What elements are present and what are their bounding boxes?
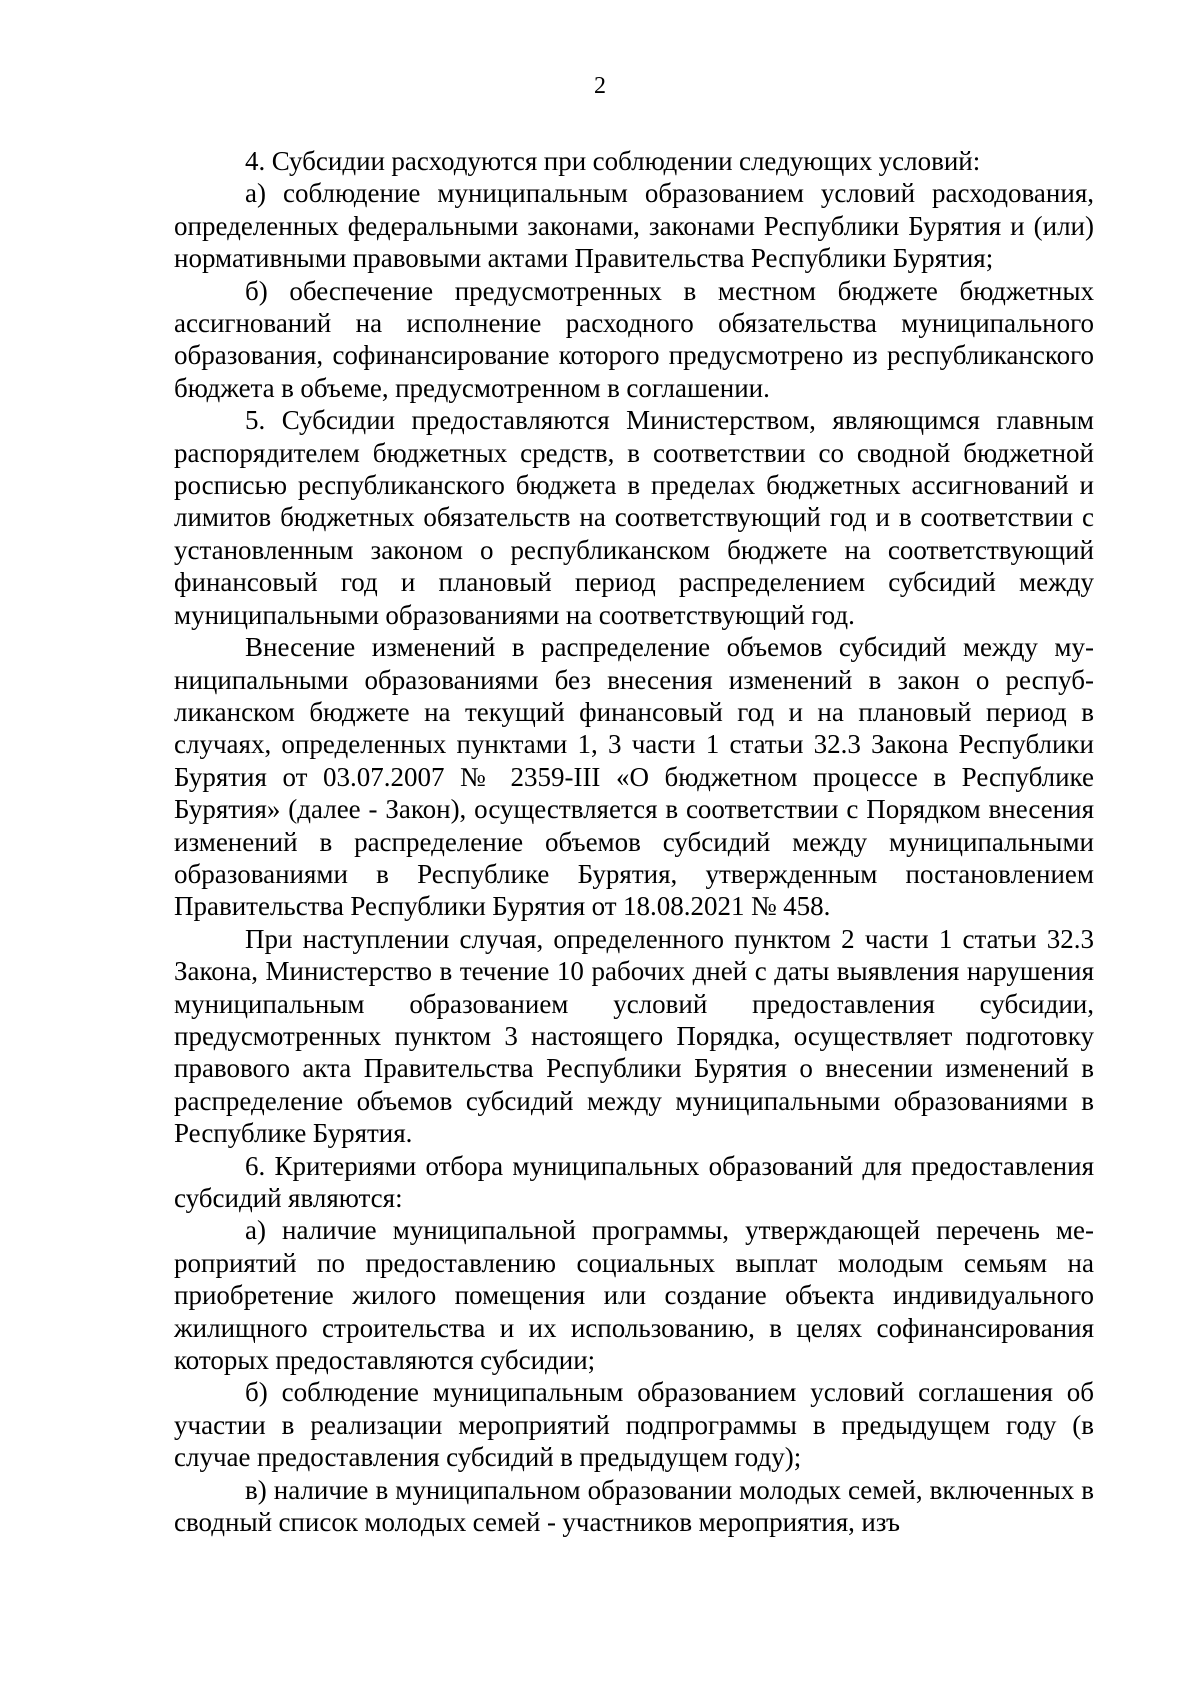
paragraph-6a: а) наличие муниципальной программы, утверждающей перечень мероприятий по предоставлению социальных выплат молодым семьям на приобретение жилого помещения или создание объекта индивидуального жилищного строительства и их использованию, в целях софинансирования которых предоставляются субсидии;	[174, 1215, 1094, 1376]
page-number: 2	[594, 73, 606, 99]
paragraph-6: 6. Критериями отбора муниципальных образований для предоставления субсидий являются:	[174, 1150, 1094, 1213]
paragraph-4: 4. Субсидии расходуются при соблюдении следующих условий:	[245, 146, 981, 176]
paragraph-5: 5. Субсидии предоставляются Министерством, являющимся главным распорядителем бюджетных средств, в соответствии со сводной бюджетной росписью республиканского бюджета в пределах бюджетных ассигнований и лимитов бюджетных обязательств на соответствующий год и в соответствии с установленным законом о республиканском бюджете на соответствующий финансовый год и плановый период распределением субсидий между муниципальными образованиями на соответствующий год.	[174, 405, 1094, 630]
paragraph-6v: в) наличие в муниципальном образовании молодых семей, включенных в сводный список молодых семей - участников мероприятия, изъ	[174, 1474, 1094, 1538]
paragraph-5-amendments: Внесение изменений в распределение объемов субсидий между муниципальными образованиями без внесения изменений в закон о республиканском бюджете на текущий финансовый год и на плановый период в случаях, определенных пунктами 1, 3 части 1 статьи 32.3 Закона Республики Бурятия от 03.07.2007 № 2359-III «О бюджетном процессе в Республике Бурятия» (далее - Закон), осуществляется в соответствии с Порядком внесения изменений в распределение объемов субсидий между муниципальными образованиями в Республике Бурятия, утвержденным постановлением Правительства Республики Бурятия от 18.08.2021 № 458.	[174, 632, 1094, 922]
document-body	[174, 145, 1094, 1538]
paragraph-4b: б) обеспечение предусмотренных в местном бюджете бюджетных ассигнований на исполнение расходного обязательства муниципального образования, софинансирование которого предусмотрено из республиканского бюджета в объеме, предусмотренном в соглашении.	[174, 275, 1094, 403]
paragraph-6b: б) соблюдение муниципальным образованием условий соглашения об участии в реализации мероприятий подпрограммы в предыдущем году (в случае предоставления субсидий в предыдущем году);	[174, 1377, 1094, 1473]
paragraph-4a: а) соблюдение муниципальным образованием условий расходования, определенных федеральными законами, законами Республики Бурятия и (или) нормативными правовыми актами Правительства Республики Бурятия;	[174, 178, 1094, 274]
paragraph-5-violation: При наступлении случая, определенного пунктом 2 части 1 статьи 32.3 Закона, Министерство в течение 10 рабочих дней с даты выявления нарушения муниципальным образованием условий предоставления субсидии, предусмотренных пунктом 3 настоящего Порядка, осуществляет подготовку правового акта Правительства Республики Бурятия о внесении изменений в распределение объемов субсидий между муниципальными образованиями в Республике Бурятия.	[174, 923, 1094, 1149]
